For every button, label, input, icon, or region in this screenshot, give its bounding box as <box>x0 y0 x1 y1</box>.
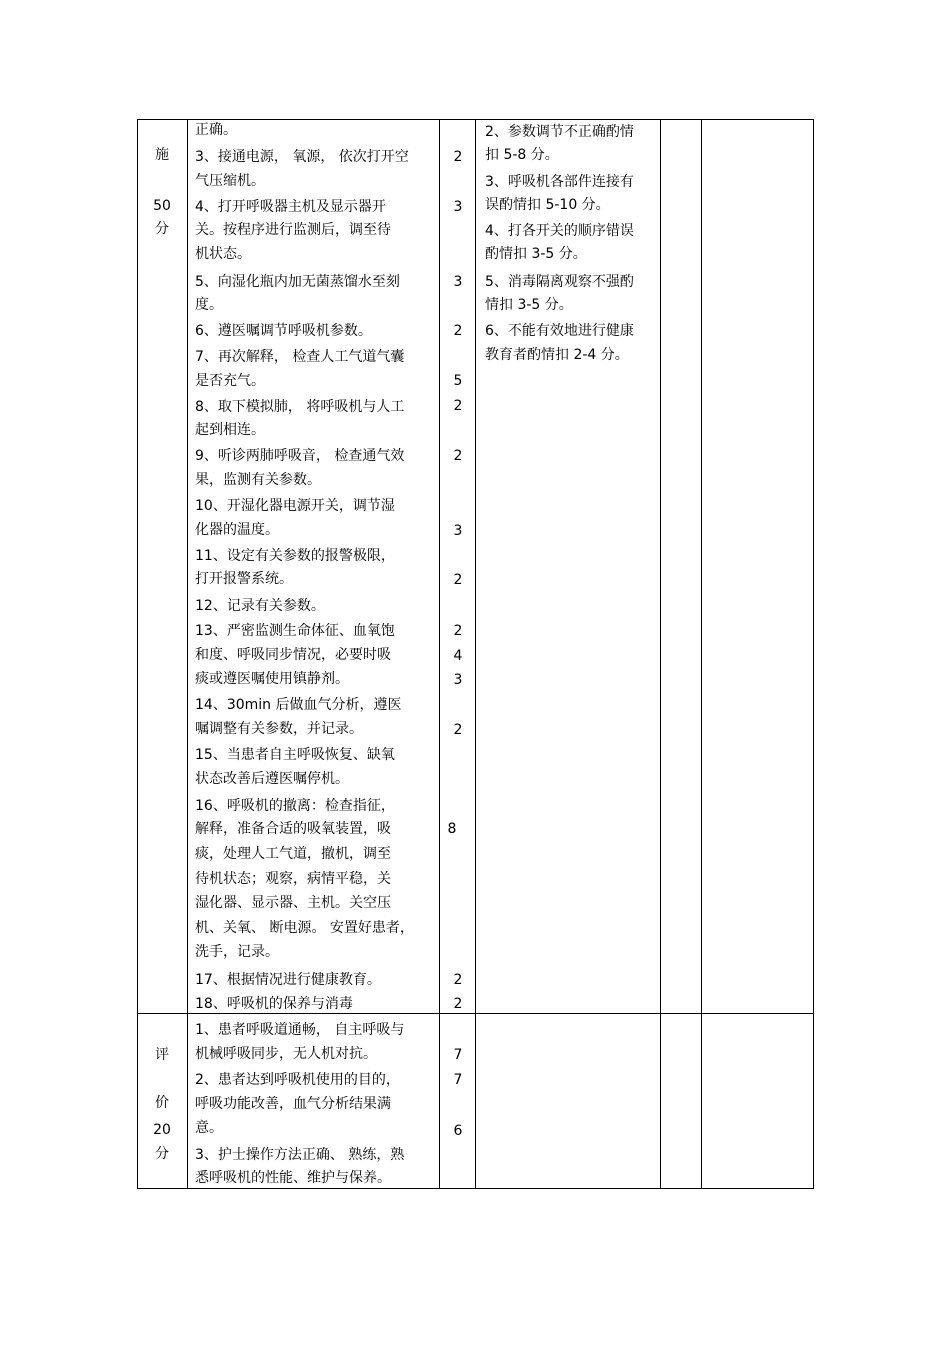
step-line: 湿化器、显示器、主机。关空压 <box>195 895 391 911</box>
step-line: 9、听诊两肺呼吸音， 检查通气效 <box>195 448 405 464</box>
category-char: 价 <box>155 1095 169 1111</box>
score-value: 6 <box>453 1123 463 1139</box>
score-value: 2 <box>453 722 463 738</box>
score-value: 2 <box>453 448 463 464</box>
step-line: 18、呼吸机的保养与消毒 <box>195 996 353 1012</box>
score-value: 2 <box>453 623 463 639</box>
step-line: 呼吸功能改善，血气分析结果满 <box>195 1096 391 1112</box>
step-line: 意。 <box>195 1120 223 1136</box>
column-divider <box>701 119 702 1189</box>
category-char: 评 <box>155 1047 169 1063</box>
step-line: 待机状态；观察，病情平稳，关 <box>195 871 391 887</box>
step-line: 7、再次解释， 检查人工气道气囊 <box>195 349 405 365</box>
step-line: 13、严密监测生命体征、血氧饱 <box>195 623 395 639</box>
step-line: 3、护士操作方法正确、 熟练，熟 <box>195 1147 405 1163</box>
deduction-line: 3、呼吸机各部件连接有 <box>485 174 634 190</box>
score-value: 8 <box>447 821 457 837</box>
step-line: 正确。 <box>195 122 237 138</box>
table-right-border <box>813 119 814 1189</box>
score-value: 4 <box>453 648 463 664</box>
deduction-line: 扣 5-8 分。 <box>485 147 559 163</box>
step-line: 4、打开呼吸器主机及显示器开 <box>195 199 386 215</box>
category-points: 20 <box>153 1122 171 1138</box>
step-line: 是否充气。 <box>195 373 265 389</box>
deduction-line: 4、打各开关的顺序错误 <box>485 223 634 239</box>
deduction-line: 2、参数调节不正确酌情 <box>485 124 634 140</box>
step-line: 果，监测有关参数。 <box>195 472 321 488</box>
category-char: 施 <box>155 147 169 163</box>
step-line: 打开报警系统。 <box>195 571 293 587</box>
score-value: 3 <box>453 199 463 215</box>
step-line: 2、患者达到呼吸机使用的目的， <box>195 1072 400 1088</box>
score-value: 2 <box>453 149 463 165</box>
score-value: 7 <box>453 1072 463 1088</box>
step-line: 5、向湿化瓶内加无菌蒸馏水至刻 <box>195 274 400 290</box>
step-line: 解释，准备合适的吸氧装置，吸 <box>195 821 391 837</box>
step-line: 关。按程序进行监测后，调至待 <box>195 222 391 238</box>
step-line: 3、接通电源， 氧源， 依次打开空 <box>195 149 409 165</box>
deduction-line: 教育者酌情扣 2-4 分。 <box>485 347 629 363</box>
step-line: 痰或遵医嘱使用镇静剂。 <box>195 671 349 687</box>
score-value: 2 <box>453 972 463 988</box>
step-line: 机械呼吸同步，无人机对抗。 <box>195 1046 377 1062</box>
step-line: 状态改善后遵医嘱停机。 <box>195 771 349 787</box>
step-line: 机、关氧、 断电源。 安置好患者， <box>195 920 414 936</box>
step-line: 17、根据情况进行健康教育。 <box>195 972 381 988</box>
step-line: 起到相连。 <box>195 422 265 438</box>
score-value: 3 <box>453 672 463 688</box>
category-unit: 分 <box>155 1146 169 1162</box>
score-value: 2 <box>453 398 463 414</box>
score-value: 7 <box>453 1047 463 1063</box>
column-divider <box>660 119 661 1189</box>
step-line: 10、开湿化器电源开关，调节湿 <box>195 498 395 514</box>
step-line: 洗手，记录。 <box>195 944 279 960</box>
deduction-line: 5、消毒隔离观察不强酌 <box>485 274 634 290</box>
category-points: 50 <box>153 198 171 214</box>
step-line: 6、遵医嘱调节呼吸机参数。 <box>195 323 372 339</box>
score-value: 2 <box>453 572 463 588</box>
table-left-border <box>137 119 138 1189</box>
step-line: 嘱调整有关参数，并记录。 <box>195 721 363 737</box>
step-line: 化器的温度。 <box>195 522 279 538</box>
step-line: 机状态。 <box>195 246 251 262</box>
step-line: 1、患者呼吸道通畅， 自主呼吸与 <box>195 1022 405 1038</box>
score-value: 3 <box>453 274 463 290</box>
step-line: 和度、呼吸同步情况，必要时吸 <box>195 647 391 663</box>
column-divider <box>187 119 188 1189</box>
step-line: 悉呼吸机的性能、维护与保养。 <box>195 1170 391 1186</box>
score-value: 3 <box>453 523 463 539</box>
step-line: 16、呼吸机的撤离：检查指征， <box>195 798 395 814</box>
category-unit: 分 <box>155 221 169 237</box>
score-value: 2 <box>453 323 463 339</box>
deduction-line: 情扣 3-5 分。 <box>485 297 573 313</box>
step-line: 气压缩机。 <box>195 173 265 189</box>
step-line: 11、设定有关参数的报警极限， <box>195 548 395 564</box>
deduction-line: 6、不能有效地进行健康 <box>485 323 634 339</box>
deduction-line: 酌情扣 3-5 分。 <box>485 246 587 262</box>
score-value: 2 <box>453 996 463 1012</box>
deduction-line: 误酌情扣 5-10 分。 <box>485 197 610 213</box>
score-value: 5 <box>453 373 463 389</box>
step-line: 痰，处理人工气道，撤机，调至 <box>195 846 391 862</box>
step-line: 14、30min 后做血气分析，遵医 <box>195 697 402 713</box>
step-line: 8、取下模拟肺， 将呼吸机与人工 <box>195 399 405 415</box>
step-line: 12、记录有关参数。 <box>195 598 325 614</box>
step-line: 度。 <box>195 297 223 313</box>
step-line: 15、当患者自主呼吸恢复、缺氧 <box>195 747 395 763</box>
